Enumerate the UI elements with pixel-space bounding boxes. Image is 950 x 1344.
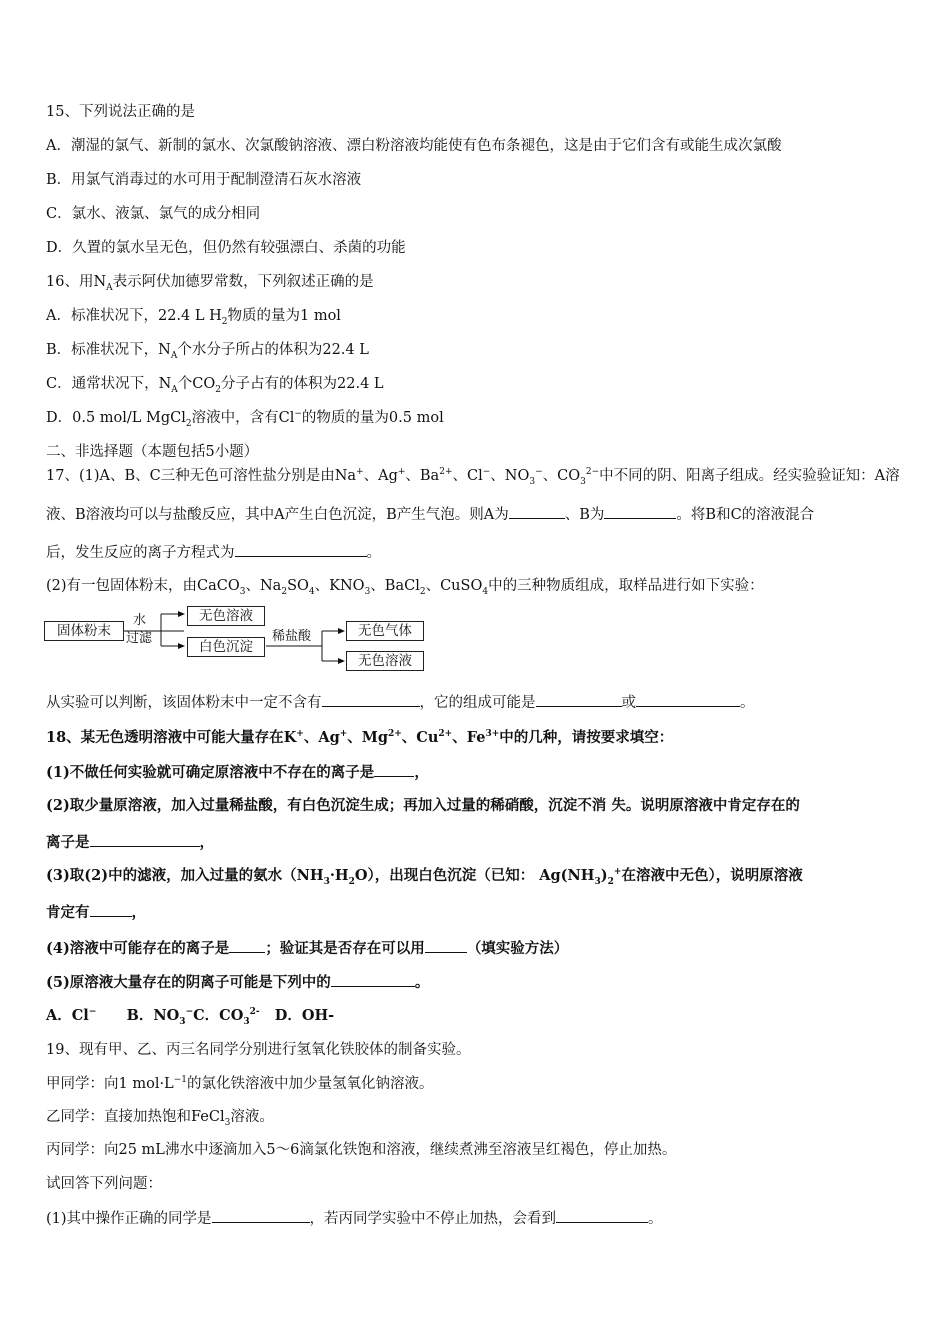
label-water: 水	[133, 613, 147, 628]
box-colorless-solution-2: 无色溶液	[346, 651, 424, 671]
section-heading: 二、非选择题（本题包括5小题）	[46, 444, 259, 460]
q16-option-c: C．通常状况下，$N_A$个$CO_2$分子占有的体积为22.4 L	[46, 376, 384, 395]
q17-line-1: 17、(1)A、B、C三种无色可溶性盐分别是由Na+、Ag+、$Ba^{2+}$、Cl−、$NO_3^-$、$CO_3^{2-}$中不同的阴、阳离子组成。经实验验证知：A溶	[46, 467, 900, 487]
q16-stem: 16、用$N_A$表示阿伏加德罗常数，下列叙述正确的是	[46, 274, 374, 293]
box-white-precipitate: 白色沉淀	[187, 637, 265, 657]
box-colorless-solution-1: 无色溶液	[187, 606, 265, 626]
q18-options: A．Cl− B．$NO_3^-C$．$CO_3^{2-}$ D．OH-	[46, 1007, 335, 1027]
q18-sub-2-line-1: (2)取少量原溶液，加入过量稀盐酸，有白色沉淀生成；再加入过量的稀硝酸，沉淀不消 失。说明原溶液中肯定存在的	[46, 797, 800, 814]
q19-student-jia: 甲同学：向1 $mol\cdot L^{-1}$的氯化铁溶液中加少量氢氧化钠溶液。	[46, 1075, 434, 1092]
q18-sub-1: (1)不做任何实验就可确定原溶液中不存在的离子是 ，	[46, 764, 429, 781]
answer-blank-b[interactable]	[604, 504, 676, 519]
q15-option-c: C．氯水、液氯、氯气的成分相同	[46, 206, 261, 222]
q18-sub-4: (4)溶液中可能存在的离子是 ；验证其是否存在可以用 （填实验方法）	[46, 940, 569, 957]
q15-option-b: B．用氯气消毒过的水可用于配制澄清石灰水溶液	[46, 172, 362, 188]
answer-blank-composition-2[interactable]	[636, 692, 740, 707]
answer-blank-q18-2[interactable]	[90, 832, 200, 847]
q17-line-4: (2)有一包固体粉末，由CaCO$_3$、$Na_2SO_4$、$KNO_3$、BaCl$_2$、CuSO$_4$中的三种物质组成，取样品进行如下实验：	[46, 578, 764, 597]
label-filter: 过滤	[126, 631, 153, 646]
q17-line-3: 后，发生反应的离子方程式为 。	[46, 542, 910, 563]
q19-student-bing: 丙同学：向25 mL沸水中逐滴加入5～6滴氯化铁饱和溶液，继续煮沸至溶液呈红褐色，停止加热。	[46, 1142, 677, 1158]
answer-blank-q18-1[interactable]	[374, 762, 414, 777]
q18-stem: 18、某无色透明溶液中可能大量存在K+、Ag+、$Mg^{2+}$、$Cu^{2+}$、$Fe^{3+}$中的几种，请按要求填空：	[46, 729, 674, 746]
q18-sub-5: (5)原溶液大量存在的阴离子可能是下列中的 。	[46, 974, 430, 991]
box-solid-powder: 固体粉末	[44, 621, 124, 641]
q19-student-yi: 乙同学：直接加热饱和FeCl$_3$溶液。	[46, 1109, 274, 1128]
q15-stem: 15、下列说法正确的是	[46, 104, 195, 120]
q15-option-a: A．潮湿的氯气、新制的氯水、次氯酸钠溶液、漂白粉溶液均能使有色布条褪色，这是由于它们含有或能生成次氯酸	[46, 138, 782, 154]
q17-line-2: 液、B溶液均可以与盐酸反应，其中A产生白色沉淀，B产生气泡。则A为 、B为 。将B和C的溶液混合	[46, 504, 910, 525]
q19-sub-1: (1)其中操作正确的同学是 ，若丙同学实验中不停止加热，会看到 。	[46, 1208, 910, 1229]
answer-blank-composition-1[interactable]	[536, 692, 622, 707]
answer-blank-q18-3[interactable]	[90, 902, 132, 917]
answer-blank-q18-4a[interactable]	[229, 938, 265, 953]
q18-sub-2-line-2: 离子是 ，	[46, 834, 214, 851]
q16-option-a: A．标准状况下，22.4 L $H_2$物质的量为1 mol	[46, 308, 341, 327]
q19-ask: 试回答下列问题：	[46, 1176, 162, 1192]
q19-stem: 19、现有甲、乙、丙三名同学分别进行氢氧化铁胶体的制备实验。	[46, 1042, 471, 1058]
answer-blank-a[interactable]	[509, 504, 565, 519]
answer-blank-ion-equation[interactable]	[235, 542, 367, 557]
answer-blank-q18-5[interactable]	[331, 972, 415, 987]
q16-option-d: D．0.5 mol/L MgCl$_2$溶液中，含有Cl−的物质的量为0.5 mol	[46, 409, 444, 429]
answer-blank-not-contain[interactable]	[322, 692, 420, 707]
q15-option-d: D．久置的氯水呈无色，但仍然有较强漂白、杀菌的功能	[46, 240, 406, 256]
q18-sub-3-line-2: 肯定有 ，	[46, 904, 146, 921]
q17-line-5: 从实验可以判断，该固体粉末中一定不含有 ，它的组成可能是 或 。	[46, 692, 910, 713]
q18-sub-3-line-1: (3)取(2)中的滤液，加入过量的氨水$(NH_3\cdot H_2O)$，出现白色沉淀（已知： $Ag(NH_3)_2^+$在溶液中无色），说明原溶液	[46, 867, 803, 887]
q16-option-b: B．标准状况下，$N_A$个水分子所占的体积为22.4 L	[46, 342, 369, 361]
answer-blank-q19-1a[interactable]	[212, 1208, 310, 1223]
answer-blank-q19-1b[interactable]	[556, 1208, 648, 1223]
experiment-flow-diagram	[44, 606, 444, 674]
box-colorless-gas: 无色气体	[346, 621, 424, 641]
answer-blank-q18-4b[interactable]	[425, 938, 467, 953]
label-dilute-hcl: 稀盐酸	[272, 629, 312, 644]
